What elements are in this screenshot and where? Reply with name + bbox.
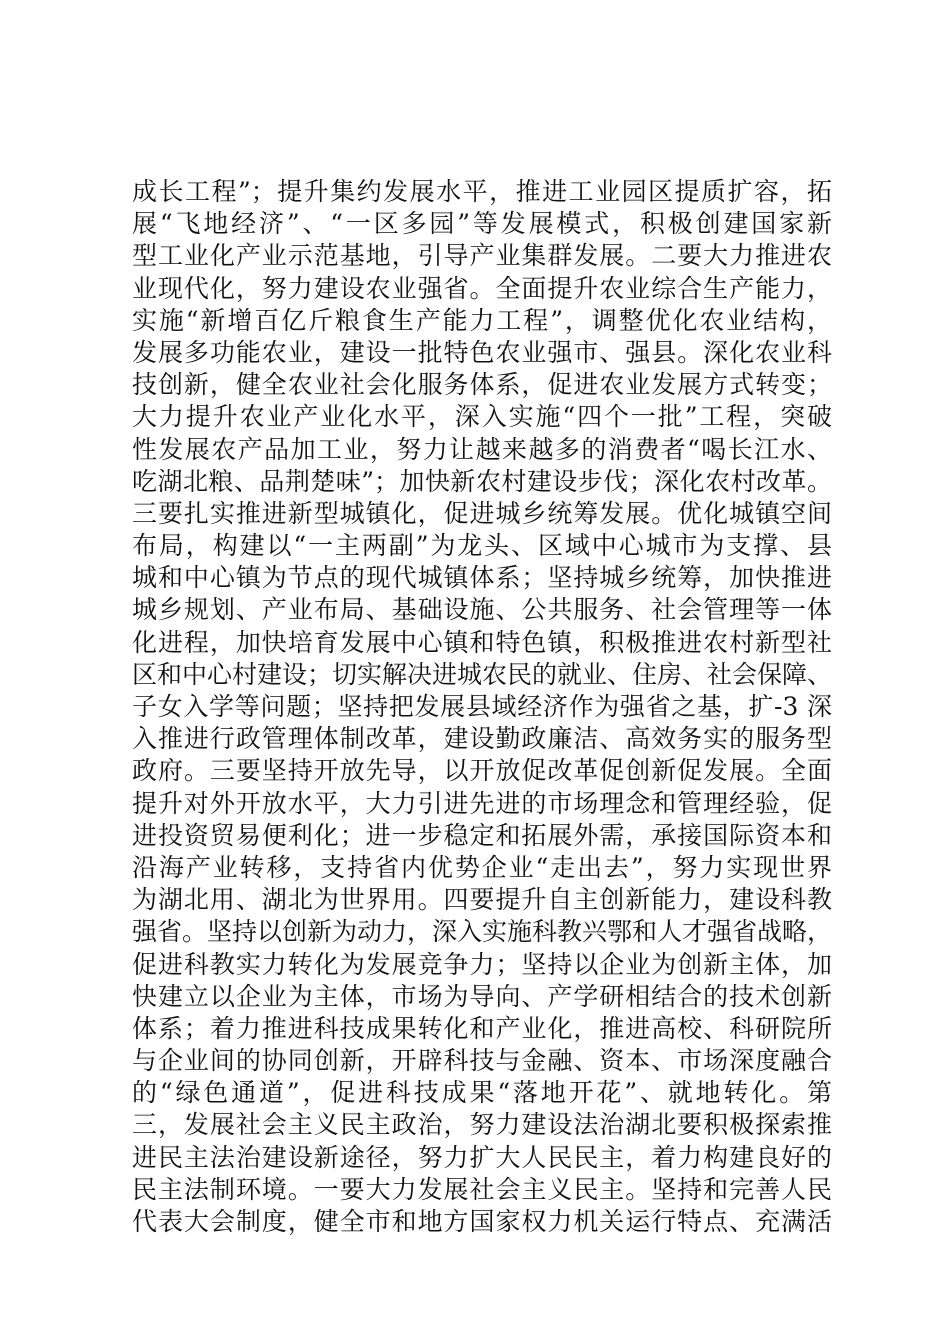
text-line: 体系；着力推进科技成果转化和产业化，推进高校、科研院所 [132,1013,832,1043]
text-line: 大力提升农业产业化水平，深入实施“四个一批”工程，突破 [132,402,832,432]
text-line: 实施“新增百亿斤粮食生产能力工程”，调整优化农业结构， [132,305,832,335]
text-line: 快建立以企业为主体，市场为导向、产学研相结合的技术创新 [132,981,832,1011]
text-line: 吃湖北粮、品荆楚味”；加快新农村建设步伐；深化农村改革。 [132,466,832,496]
text-line: 性发展农产品加工业，努力让越来越多的消费者“喝长江水、 [132,434,832,464]
text-line: 型工业化产业示范基地，引导产业集群发展。二要大力推进农 [132,241,832,271]
text-line: 区和中心村建设；切实解决进城农民的就业、住房、社会保障、 [132,659,833,689]
text-line: 进民主法治建设新途径，努力扩大人民民主，着力构建良好的 [132,1142,832,1172]
text-line: 与企业间的协同创新，开辟科技与金融、资本、市场深度融合 [132,1046,832,1076]
text-line: 成长工程”；提升集约发展水平，推进工业园区提质扩容，拓 [132,177,832,206]
text-line: 入推进行政管理体制改革，建设勤政廉洁、高效务实的服务型 [132,724,832,754]
text-line: 城和中心镇为节点的现代城镇体系；坚持城乡统筹，加快推进 [132,563,832,593]
text-line: 展“飞地经济”、“一区多园”等发展模式，积极创建国家新 [132,209,832,239]
text-line: 发展多功能农业，建设一批特色农业强市、强县。深化农业科 [132,337,832,367]
text-line: 促进科教实力转化为发展竞争力；坚持以企业为创新主体，加 [132,949,832,979]
text-line: 技创新，健全农业社会化服务体系，促进农业发展方式转变； [132,370,832,400]
text-line: 化进程，加快培育发展中心镇和特色镇，积极推进农村新型社 [132,627,832,657]
text-line: 沿海产业转移，支持省内优势企业“走出去”，努力实现世界 [132,852,832,882]
text-line: 子女入学等问题；坚持把发展县域经济作为强省之基，扩-3 深 [132,692,832,721]
text-line: 进投资贸易便利化；进一步稳定和拓展外需，承接国际资本和 [132,820,832,850]
text-line: 的“绿色通道”，促进科技成果“落地开花”、就地转化。第 [132,1078,832,1108]
text-line: 布局，构建以“一主两副”为龙头、区域中心城市为支撑、县 [132,531,832,561]
text-line: 城乡规划、产业布局、基础设施、公共服务、社会管理等一体 [132,595,832,625]
text-line: 业现代化，努力建设农业强省。全面提升农业综合生产能力， [132,273,832,303]
text-line: 提升对外开放水平，大力引进先进的市场理念和管理经验，促 [132,788,832,818]
text-line: 为湖北用、湖北为世界用。四要提升自主创新能力，建设科教 [132,885,832,915]
text-line: 代表大会制度，健全市和地方国家权力机关运行特点、充满活 [132,1207,832,1236]
text-line: 民主法制环境。一要大力发展社会主义民主。坚持和完善人民 [132,1174,832,1204]
text-line: 三要扎实推进新型城镇化，促进城乡统筹发展。优化城镇空间 [132,498,832,528]
text-line: 政府。三要坚持开放先导，以开放促改革促创新促发展。全面 [132,756,832,786]
text-line: 强省。坚持以创新为动力，深入实施科教兴鄂和人才强省战略， [132,917,833,947]
body-paragraph [132,176,832,1238]
text-line: 三，发展社会主义民主政治，努力建设法治湖北要积极探索推 [132,1110,832,1140]
